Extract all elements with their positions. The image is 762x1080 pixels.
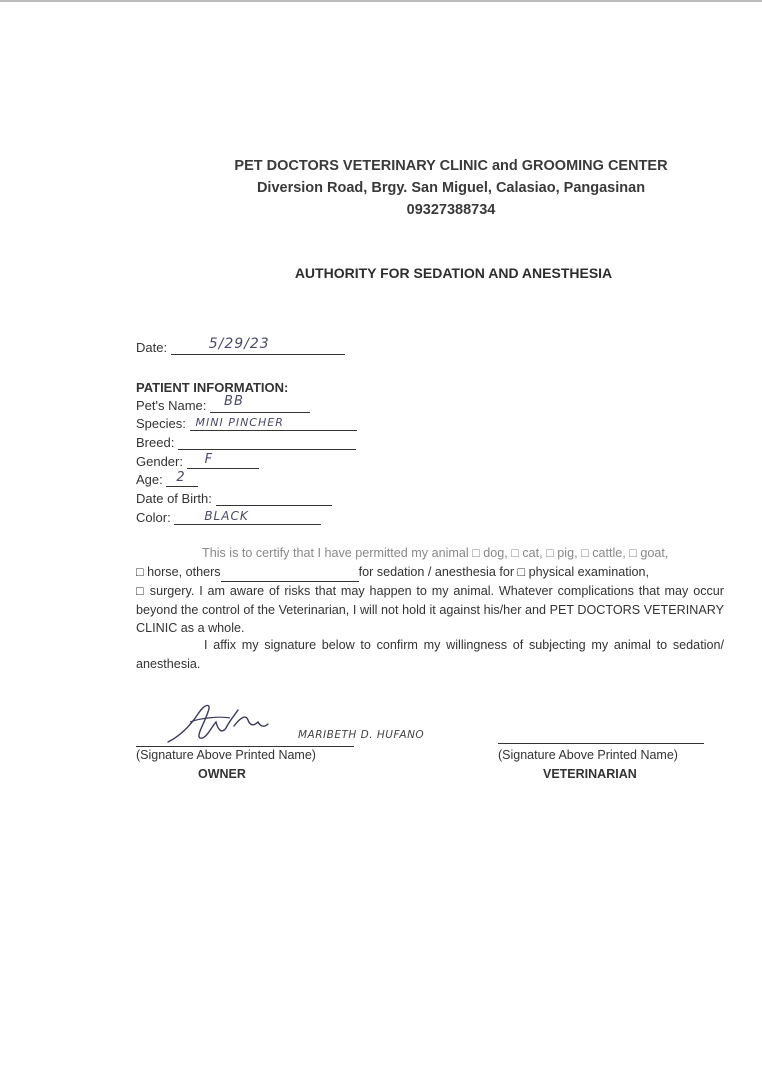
consent-line-4: I affix my signature below to confirm my willingness of subjecting my animal to sedation/ anesthesia.	[136, 638, 724, 671]
species-line[interactable]	[190, 416, 357, 431]
gender-value: F	[204, 452, 214, 467]
gender-field	[136, 454, 259, 469]
breed-field	[136, 435, 356, 450]
age-value: 2	[176, 470, 186, 485]
pets-name-value: BB	[224, 394, 244, 409]
color-field	[136, 510, 321, 525]
vet-signature-line[interactable]	[498, 742, 704, 744]
consent-line-3: □ surgery. I am aware of risks that may happen to my animal. Whatever complications that may occur beyond the control of the Veterinarian, I will not hold it against his/her and PET DOCTORS VETERINARY CLINIC as a whole.	[136, 584, 724, 635]
color-value: BLACK	[204, 509, 249, 523]
consent-line-1: This is to certify that I have permitted my animal □ dog, □ cat, □ pig, □ cattle, □ goat,	[202, 546, 669, 560]
vet-role: VETERINARIAN	[543, 767, 637, 781]
dob-label: Date of Birth:	[136, 491, 212, 506]
species-value: MINI PINCHER	[195, 416, 284, 429]
owner-printed-name: MARIBETH D. HUFANO	[298, 729, 425, 741]
age-field	[136, 472, 198, 487]
consent-line-2a: □ horse, others	[136, 565, 221, 579]
breed-line[interactable]	[178, 435, 356, 450]
date-field	[136, 336, 345, 355]
color-label: Color:	[136, 510, 171, 525]
owner-signature-line[interactable]	[136, 745, 354, 747]
dob-line[interactable]	[216, 491, 332, 506]
clinic-phone: 09327388734	[406, 202, 496, 218]
others-line[interactable]	[221, 569, 359, 582]
patient-info-heading: PATIENT INFORMATION:	[136, 380, 289, 395]
pets-name-field	[136, 394, 310, 413]
clinic-name: PET DOCTORS VETERINARY CLINIC and GROOMING CENTER	[234, 158, 668, 174]
color-line[interactable]	[174, 510, 321, 525]
scan-top-edge	[0, 0, 762, 2]
date-value: 5/29/23	[208, 336, 270, 352]
vet-caption: (Signature Above Printed Name)	[498, 748, 678, 762]
dob-field	[136, 491, 332, 506]
age-line[interactable]	[166, 472, 198, 487]
date-line[interactable]	[171, 336, 345, 355]
pets-name-line[interactable]	[210, 394, 310, 413]
species-field	[136, 416, 357, 431]
species-label: Species:	[136, 416, 186, 431]
date-label: Date:	[136, 340, 168, 355]
breed-label: Breed:	[136, 435, 175, 450]
owner-caption: (Signature Above Printed Name)	[136, 748, 316, 762]
age-label: Age:	[136, 472, 163, 487]
form-title: AUTHORITY FOR SEDATION AND ANESTHESIA	[294, 265, 613, 281]
clinic-address: Diversion Road, Brgy. San Miguel, Calasiao, Pangasinan	[256, 180, 646, 196]
gender-label: Gender:	[136, 454, 183, 469]
gender-line[interactable]	[187, 454, 259, 469]
consent-line-2b: for sedation / anesthesia for □ physical examination,	[358, 565, 650, 579]
consent-line-2	[136, 563, 724, 582]
pets-name-label: Pet's Name:	[136, 398, 207, 413]
owner-role: OWNER	[198, 767, 246, 781]
